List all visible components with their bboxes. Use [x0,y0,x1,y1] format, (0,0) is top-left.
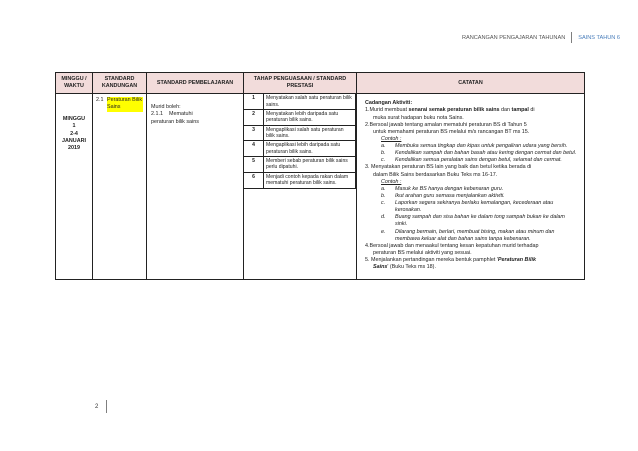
list-item: 5 Memberi sebab peraturan bilik sains perlu dipatuhi. [244,157,356,173]
page-footer [95,400,107,413]
subject-title: SAINS TAHUN 6 [578,34,620,41]
learning-standard-verb: Mematuhi [169,111,193,118]
activities-title: Cadangan Aktiviti: [365,100,413,107]
list-item: d. Buang sampah dan sisa bahan ke dalam tong sampah bukan ke dalam sinki. [381,214,565,228]
list-item: b. Kendalikan sampah dan bahan basah atau kering dengan cermat dan betul. [381,150,577,157]
table-header-row [56,73,585,94]
week-number: 1 [72,123,76,130]
activity-4: 4.Bersoal jawab dan menaakul tentang kesan kepatuhan murid terhadap [365,242,539,249]
header-mastery-level: TAHAP PENGUASAAN / STANDARD PRESTASI [244,73,357,94]
week-year: 2019 [68,144,80,151]
activity-5: 5. Menjalankan pertandingan mereka bentuk pamphlet 'Peraturan Bilik [365,257,536,263]
list-item: 4 Mengaplikasi lebih daripada satu peraturan bilik sains. [244,141,356,157]
header-content-standard: STANDARD KANDUNGAN [93,73,147,94]
list-item: c. Kendalikan semua peralatan sains dengan betul, selamat dan cermat. [381,157,562,164]
content-standard-number: 2.1 [96,97,104,104]
activity-2: 2.Bersoal jawab tentang amalan mematuhi peraturan BS di Tahun 5 [365,121,527,128]
list-item: 6 Menjadi contoh kepada rakan dalam mematuhi peraturan bilik sains. [244,172,356,188]
list-item: c. Laporkan segera sekiranya berlaku kemalangan, kecederaan atau kerosakan. [381,200,554,214]
header-week: MINGGU / WAKTU [56,73,93,94]
content-standard-cell [93,94,147,280]
week-month: JANUARI [62,137,86,144]
yearly-plan-table [55,72,585,280]
mastery-level-cell [244,94,357,280]
example-heading: Contoh : [381,135,402,142]
learning-standard-number: 2.1.1 [151,111,163,118]
week-label: MINGGU [62,116,86,123]
list-item: 1 Menyatakan salah satu peraturan bilik sains. [244,94,356,109]
page-header [462,32,620,43]
activity-1: 1.Murid membuat senarai semak peraturan bilik sains dan tampal di [365,107,535,114]
list-item: a. Masuk ke BS hanya dengan kebenaran guru. [381,185,504,192]
content-standard-name: Peraturan Bilik Sains [107,97,143,111]
list-item: b. Ikut arahan guru semasa menjalankan aktiviti. [381,192,505,199]
footer-divider [106,400,107,413]
page-number: 2 [95,403,99,410]
week-cell [56,94,93,280]
header-learning-standard: STANDARD PEMBELAJARAN [147,73,244,94]
list-item: 3 Mengaplikasi salah satu peraturan bilik sains. [244,125,356,141]
table-row [56,94,585,280]
list-item: a. Membuka semua tingkap dan kipas untuk pengaliran udara yang bersih. [381,143,568,149]
week-range: 2-4 [70,130,78,137]
document-title: RANCANGAN PENGAJARAN TAHUNAN [461,34,566,41]
learning-standard-intro: Murid boleh: [151,104,181,111]
notes-cell: Cadangan Aktiviti: 1.Murid membuat senarai semak peraturan bilik sains dan tampal di muka surat hadapan buku nota Sains. 2.Bersoal jawab tentang amalan mematuhi peraturan BS di Tahun 5 untuk memahami peraturan BS melalui m/s rancangan BT ms 15. Contoh : a. Membuka semua tingkap dan kipas untuk pengaliran udara yang bersih. b. Kendalikan sampah dan bahan basah atau kering dengan cermat dan betul. c. Kendalikan semua peralatan sains dengan betul, selamat dan cermat. 3. Menyatakan peraturan BS lain yang baik dan betul ketika berada di dalam Bilik Sains berdasarkan Buku Teks ms 16-17. Contoh : a. Masuk ke BS hanya dengan kebenaran guru. b. Ikut arahan guru semasa menjalankan aktiviti. c. Laporkan segera sekiranya berlaku kemalangan, kecederaan atau kerosakan. d. Buang sampah dan sisa bahan ke dalam tong sampah bukan ke dalam sinki. e. Dilarang bermain, berlari, membuat bising, makan atau minum dan membawa keluar alat dan bahan sains tanpa kebenaran. 4.Bersoal jawab dan menaakul tentang kesan kepatuhan murid terhadap peraturan BS melalui aktiviti yang sesuai. 5. Menjalankan pertandingan mereka bentuk pamphlet 'Peraturan Bilik Sains' (Buku Teks ms 18). [357,94,585,280]
activity-3: 3. Menyatakan peraturan BS lain yang baik dan betul ketika berada di [365,164,532,171]
example-heading: Contoh : [381,178,402,185]
list-item: 2 Menyatakan lebih daripada satu peraturan bilik sains. [244,109,356,125]
header-notes: CATATAN [357,73,585,94]
learning-standard-cell [147,94,244,280]
learning-standard-text: peraturan bilik sains [151,118,199,125]
list-item: e. Dilarang bermain, berlari, membuat bising, makan atau minum dan membawa keluar alat dan bahan sains tanpa kebenaran. [381,228,555,242]
mastery-level-table [244,94,356,188]
